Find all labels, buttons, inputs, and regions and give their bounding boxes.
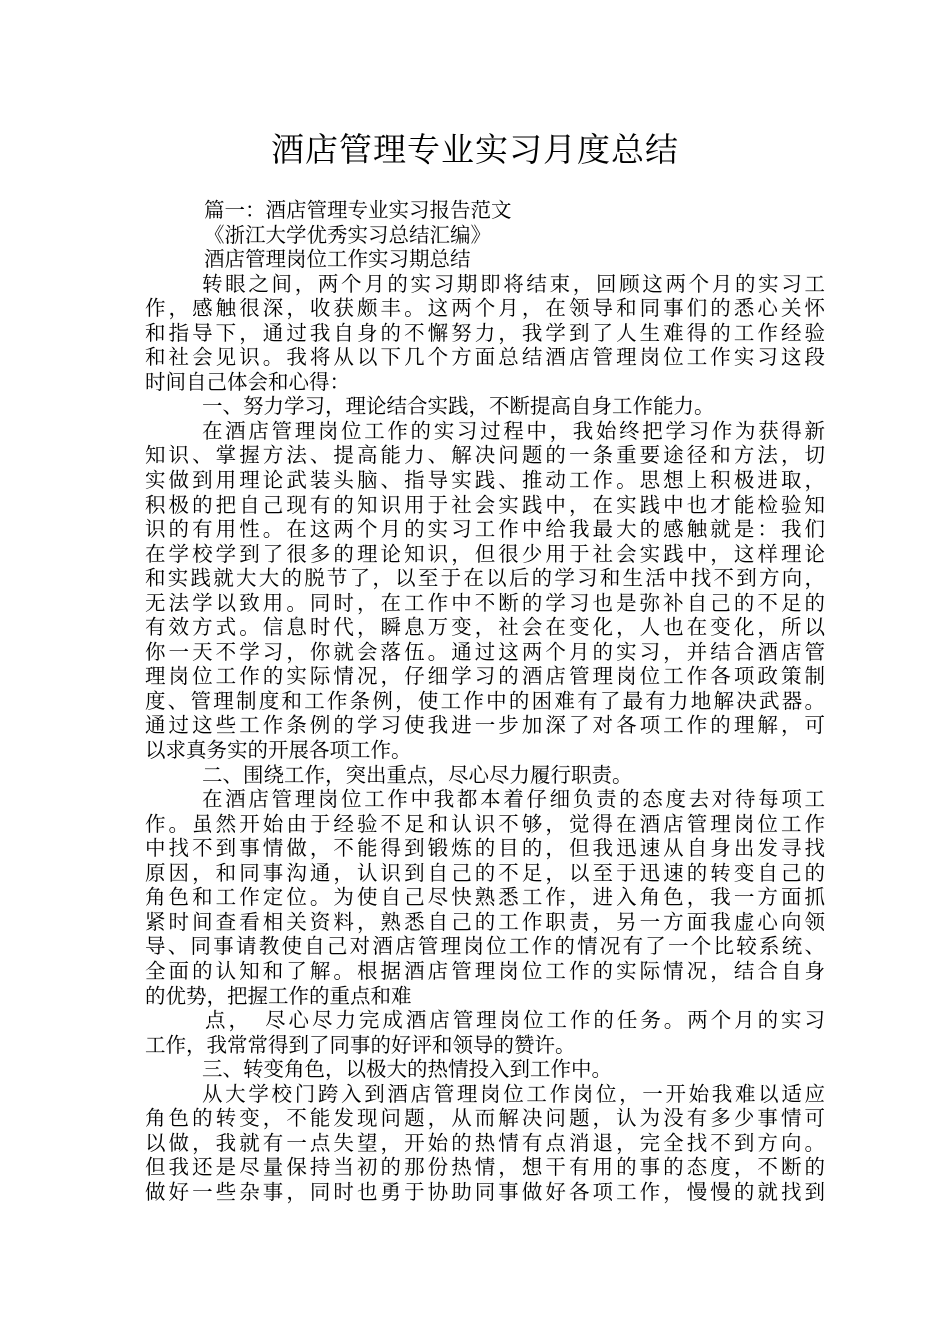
text-line: 角色的转变，不能发现问题，从而解决问题，认为没有多少事情可 [145,1106,825,1131]
text-line: 一、努力学习，理论结合实践，不断提高自身工作能力。 [202,394,715,419]
text-line: 但我还是尽量保持当初的那份热情，想干有用的事的态度，不断的 [145,1155,825,1180]
text-line: 在酒店管理岗位工作中我都本着仔细负责的态度去对待每项工 [202,787,825,812]
text-line: 从大学校门跨入到酒店管理岗位工作岗位，一开始我难以适应 [202,1081,825,1106]
text-line: 无法学以致用。同时，在工作中不断的学习也是弥补自己的不足的 [145,590,825,615]
text-line: 原因，和同事沟通，认识到自己的不足，以至于迅速的转变自己的 [145,860,825,885]
text-line: 二、围绕工作，突出重点，尽心尽力履行职责。 [202,762,633,787]
text-line: 和指导下，通过我自身的不懈努力，我学到了人生难得的工作经验 [145,320,825,345]
text-line: 紧时间查看相关资料，熟悉自己的工作职责，另一方面我虚心向领 [145,909,825,934]
text-line: 全面的认知和了解。根据酒店管理岗位工作的实际情况，结合自身 [145,958,825,983]
text-line: 在学校学到了很多的理论知识，但很少用于社会实践中，这样理论 [145,541,825,566]
text-line: 点， 尽心尽力完成酒店管理岗位工作的任务。两个月的实习 [205,1008,825,1033]
text-line: 理岗位工作的实际情况，仔细学习的酒店管理岗位工作各项政策制 [145,664,825,689]
text-line: 时间自己体会和心得： [145,369,350,394]
text-line: 度、管理制度和工作条例，使工作中的困难有了最有力地解决武器。 [145,688,825,713]
text-line: 以做，我就有一点失望，开始的热情有点消退，完全找不到方向。 [145,1130,825,1155]
text-line: 篇一：酒店管理专业实习报告范文 [204,198,512,222]
text-line: 有效方式。信息时代，瞬息万变，社会在变化，人也在变化，所以 [145,615,825,640]
text-line: 实做到用理论武装头脑、指导实践、推动工作。思想上积极进取， [145,468,825,493]
document-body [145,198,825,1204]
text-line: 积极的把自己现有的知识用于社会实践中，在实践中也才能检验知 [145,492,825,517]
text-line: 导、同事请教使自己对酒店管理岗位工作的情况有了一个比较系统、 [145,934,825,959]
text-line: 作。虽然开始由于经验不足和认识不够，觉得在酒店管理岗位工作 [145,811,825,836]
text-line: 《浙江大学优秀实习总结汇编》 [204,222,491,247]
text-line: 做好一些杂事，同时也勇于协助同事做好各项工作，慢慢的就找到 [145,1179,825,1204]
text-line: 转眼之间，两个月的实习期即将结束，回顾这两个月的实习工 [202,271,825,296]
text-line: 酒店管理岗位工作实习期总结 [204,247,471,272]
text-line: 识的有用性。在这两个月的实习工作中给我最大的感触就是：我们 [145,517,825,542]
text-line: 知识、掌握方法、提高能力、解决问题的一条重要途径和方法，切 [145,443,825,468]
text-line: 和社会见识。我将从以下几个方面总结酒店管理岗位工作实习这段 [145,345,825,370]
text-line: 和实践就大大的脱节了，以至于在以后的学习和生活中找不到方向， [145,566,825,591]
text-line: 在酒店管理岗位工作的实习过程中，我始终把学习作为获得新 [202,418,825,443]
text-line: 作，感触很深，收获颇丰。这两个月，在领导和同事们的悉心关怀 [145,296,825,321]
text-line: 通过这些工作条例的学习使我进一步加深了对各项工作的理解，可 [145,713,825,738]
text-line: 三、转变角色，以极大的热情投入到工作中。 [202,1057,612,1082]
text-line: 工作，我常常得到了同事的好评和领导的赞许。 [145,1032,576,1057]
text-line: 以求真务实的开展各项工作。 [145,738,412,763]
text-line: 角色和工作定位。为使自己尽快熟悉工作，进入角色，我一方面抓 [145,885,825,910]
text-line: 中找不到事情做，不能得到锻炼的目的，但我迅速从自身出发寻找 [145,836,825,861]
text-line: 你一天不学习，你就会落伍。通过这两个月的实习，并结合酒店管 [145,639,825,664]
document-title: 酒店管理专业实习月度总结 [271,130,679,169]
text-line: 的优势，把握工作的重点和难 [145,983,412,1008]
